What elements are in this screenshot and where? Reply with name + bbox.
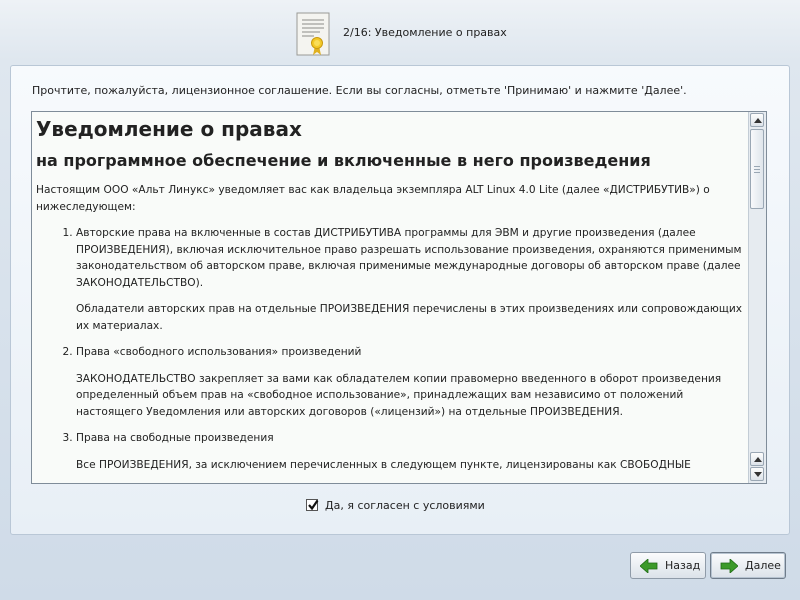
arrow-up-icon — [754, 118, 762, 123]
list-item — [76, 344, 746, 420]
list-item-heading: 2. Права «свободного использования» произведений — [76, 346, 362, 358]
header — [0, 0, 800, 60]
next-button[interactable] — [710, 552, 786, 579]
vertical-scrollbar[interactable] — [748, 112, 766, 483]
back-button[interactable] — [630, 552, 706, 579]
license-subtitle: на программное обеспечение и включенные в него произведения — [36, 151, 651, 170]
list-item-heading: 3. Права на свободные произведения — [76, 432, 274, 444]
license-title: Уведомление о правах — [36, 117, 302, 141]
checkmark-icon — [307, 499, 319, 511]
arrow-up-icon — [754, 457, 762, 462]
list-item-body: ЗАКОНОДАТЕЛЬСТВО закрепляет за вами как обладателем копии правомерно введенного в оборот произведения определенный объем прав на «свободное использование», принадлежащих вам независимо от положений настоящего Уведомления или авторских договоров («лицензий») на отдельные ПРОИЗВЕДЕНИЯ. — [76, 372, 722, 418]
scroll-thumb[interactable] — [750, 129, 764, 209]
next-button-label: Далее — [745, 559, 781, 572]
arrow-right-icon — [720, 559, 738, 573]
license-text — [32, 112, 750, 483]
scroll-up-button[interactable] — [750, 113, 764, 127]
list-item-body: Все ПРОИЗВЕДЕНИЯ, за исключением перечисленных в следующем пункте, лицензированы как СВОБОДНЫЕ — [76, 458, 691, 471]
back-button-label: Назад — [665, 559, 701, 572]
list-item — [76, 225, 746, 334]
agree-label[interactable]: Да, я согласен с условиями — [325, 498, 485, 512]
certificate-icon — [296, 12, 330, 56]
license-list — [36, 225, 746, 473]
list-item-heading: 1. Авторские права на включенные в состав ДИСТРИБУТИВА программы для ЭВМ и другие произведения (далее ПРОИЗВЕДЕНИЯ), включая исключительное право разрешать использование произведения, охраняются применимым законодательством об авторском праве, включая применимые международные договоры об авторском праве (далее ЗАКОНОДАТЕЛЬСТВО). — [76, 227, 742, 289]
list-item-body: Обладатели авторских прав на отдельные ПРОИЗВЕДЕНИЯ перечислены в этих произведениях или сопровождающих их материалах. — [76, 303, 742, 332]
agree-checkbox-row[interactable] — [306, 498, 485, 512]
scroll-down-button[interactable] — [750, 467, 764, 481]
arrow-left-icon — [640, 559, 658, 573]
agree-checkbox[interactable] — [306, 499, 318, 511]
scroll-up-button-lower[interactable] — [750, 452, 764, 466]
arrow-down-icon — [754, 472, 762, 477]
step-title: 2/16: Уведомление о правах — [343, 26, 507, 39]
intro-text: Прочтите, пожалуйста, лицензионное соглашение. Если вы согласны, отметьте 'Принимаю' и нажмите 'Далее'. — [32, 84, 687, 97]
license-preamble: Настоящим ООО «Альт Линукс» уведомляет вас как владельца экземпляра ALT Linux 4.0 Lite (далее «ДИСТРИБУТИВ») о нижеследующем: — [36, 184, 710, 213]
license-viewer[interactable] — [31, 111, 767, 484]
list-item — [76, 430, 746, 473]
